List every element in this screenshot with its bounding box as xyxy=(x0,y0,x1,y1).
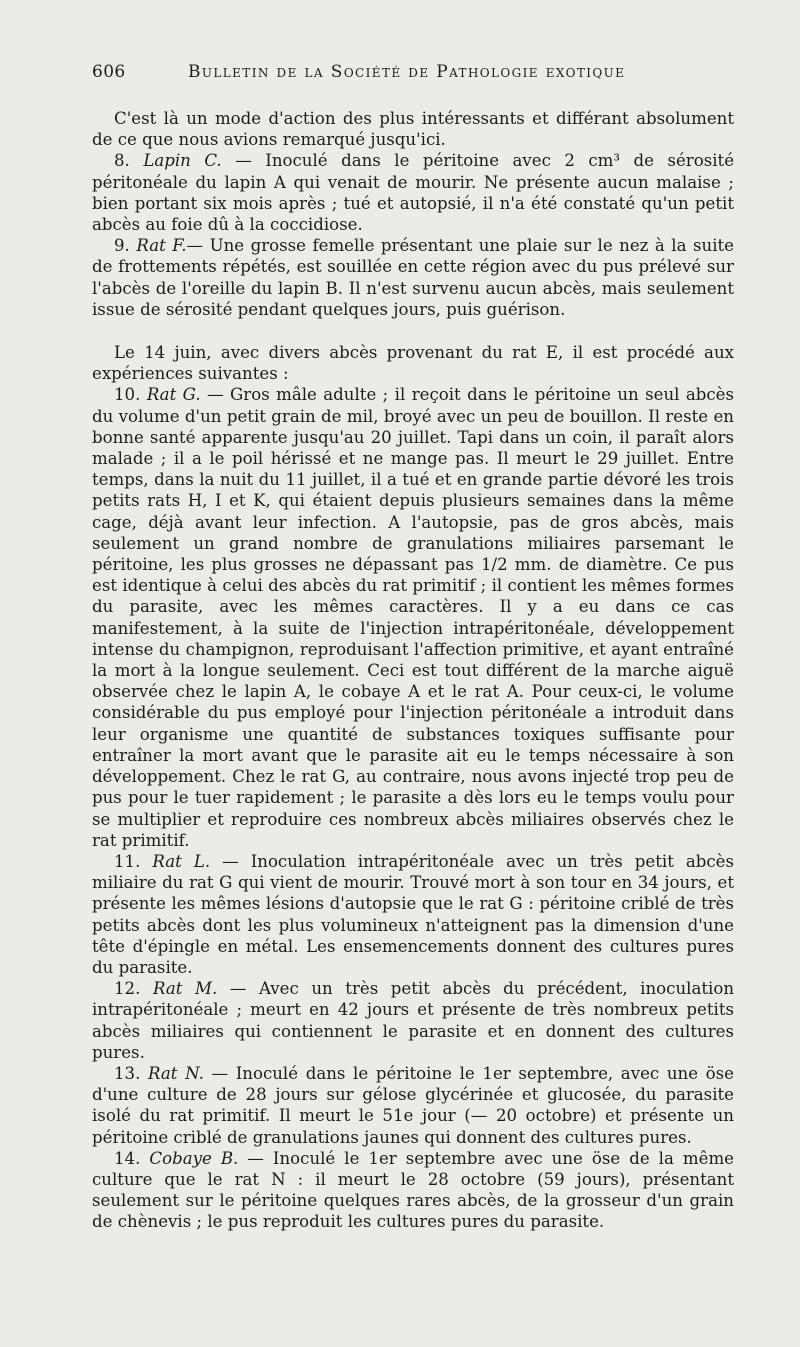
body-text xyxy=(92,108,734,1233)
experiment-subject: Rat L. xyxy=(152,851,211,871)
experiment-number: 9. xyxy=(114,236,130,256)
journal-title: Bulletin de la Société de Pathologie exotique xyxy=(188,62,626,82)
paragraph-experiment-11: 11. Rat L. — Inoculation intrapéritonéale avec un très petit abcès miliaire du rat G qui vient de mourir. Trouvé mort à son tour en 34 jours, et présente les mêmes lésions d'autopsie que le rat G : péritoine criblé de très petits abcès dont les plus volumineux n'atteignent pas la dimension d'une tête d'épingle en métal. Les ensemencements donnent des cultures pures du parasite. xyxy=(92,851,734,977)
experiment-number: 10. xyxy=(114,385,141,405)
experiment-number: 12. xyxy=(114,979,141,999)
experiment-number: 14. xyxy=(114,1148,141,1168)
experiment-number: 8. xyxy=(114,151,130,171)
paragraph-intro: C'est là un mode d'action des plus intéressants et différant absolument de ce que nous avions remarqué jusqu'ici. xyxy=(92,109,734,150)
experiment-subject: Lapin C. xyxy=(143,151,222,171)
paragraph-experiment-14: 14. Cobaye B. — Inoculé le 1er septembre avec une öse de la même culture que le rat N : il meurt le 28 octobre (59 jours), présentant seulement sur le péritoine quelques rares abcès, de la grosseur d'un grain de chènevis ; le pus reproduit les cultures pures du parasite. xyxy=(92,1148,735,1232)
paragraph-experiment-12: 12. Rat M. — Avec un très petit abcès du précédent, inoculation intrapéritonéale ; meurt en 42 jours et présente de très nombreux petits abcès miliaires qui contiennent le parasite et en donnent des cultures pures. xyxy=(92,979,735,1062)
experiment-subject: Rat F. xyxy=(136,236,187,256)
experiment-subject: Cobaye B. xyxy=(149,1148,239,1168)
paragraph-experiment-13: 13. Rat N. — Inoculé dans le péritoine le 1er septembre, avec une öse d'une culture de 28 jours sur gélose glycérinée et glucosée, du parasite isolé du rat primitif. Il meurt le 51e jour (— 20 octobre) et présente un péritoine criblé de granulations jaunes qui donnent des cultures pures. xyxy=(92,1063,734,1147)
paragraph-experiment-10: 10. Rat G. — Gros mâle adulte ; il reçoit dans le péritoine un seul abcès du volume d'un petit grain de mil, broyé avec un peu de bouillon. Il reste en bonne santé apparente jusqu'au 20 juillet. Tapi dans un coin, il paraît alors malade ; il a le poil hérissé et ne mange pas. Il meurt le 29 juillet. Entre temps, dans la nuit du 11 juillet, il a tué et en grande partie dévoré les trois petits rats H, I et K, qui étaient depuis plusieurs semaines dans la même cage, déjà avant leur infection. A l'autopsie, pas de gros abcès, mais seulement un grand nombre de granulations miliaires parsemant le péritoine, les plus grosses ne dépassant pas 1/2 mm. de diamètre. Ce pus est identique à celui des abcès du rat primitif ; il contient les mêmes formes du parasite, avec les mêmes caractères. Il y a eu dans ce cas manifestement, à la suite de l'injection intrapéritonéale, développement intense du champignon, reproduisant l'affection primitive, et ayant entraîné la mort à la longue seulement. Ceci est tout différent de la marche aiguë observée chez le lapin A, le cobaye A et le rat A. Pour ceux-ci, le volume considérable du pus employé pour l'injection péritonéale a introduit dans leur organisme une quantité de substances toxiques suffisante pour entraîner la mort avant que le parasite ait eu le temps nécessaire à son développement. Chez le rat G, au contraire, nous avons injecté trop peu de pus pour le tuer rapidement ; le parasite a dès lors eu le temps voulu pour se multiplier et reproduire ces nombreux abcès miliaires observés chez le rat primitif. xyxy=(92,385,735,850)
paragraph-june-14: Le 14 juin, avec divers abcès provenant du rat E, il est procédé aux expériences suivantes : xyxy=(92,343,734,384)
experiment-number: 13. xyxy=(114,1063,141,1083)
paragraph-experiment-8: 8. Lapin C. — Inoculé dans le péritoine avec 2 cm³ de sérosité péritonéale du lapin A qui venait de mourir. Ne présente aucun malaise ; bien portant six mois après ; tué et autopsié, il n'a été constaté qu'un petit abcès au foie dû à la coccidiose. xyxy=(92,151,735,235)
experiment-subject: Rat N. xyxy=(148,1063,204,1083)
paragraph-experiment-9: 9. Rat F.— Une grosse femelle présentant une plaie sur le nez à la suite de frottements répétés, est souillée en cette région avec du pus prélevé sur l'abcès de l'oreille du lapin B. Il n'est survenu aucun abcès, mais seulement issue de sérosité pendant quelques jours, puis guérison. xyxy=(92,236,734,319)
experiment-number: 11. xyxy=(114,851,141,871)
experiment-subject: Rat G. xyxy=(146,385,201,405)
experiment-subject: Rat M. xyxy=(152,979,218,999)
page-number: 606 xyxy=(92,62,126,82)
